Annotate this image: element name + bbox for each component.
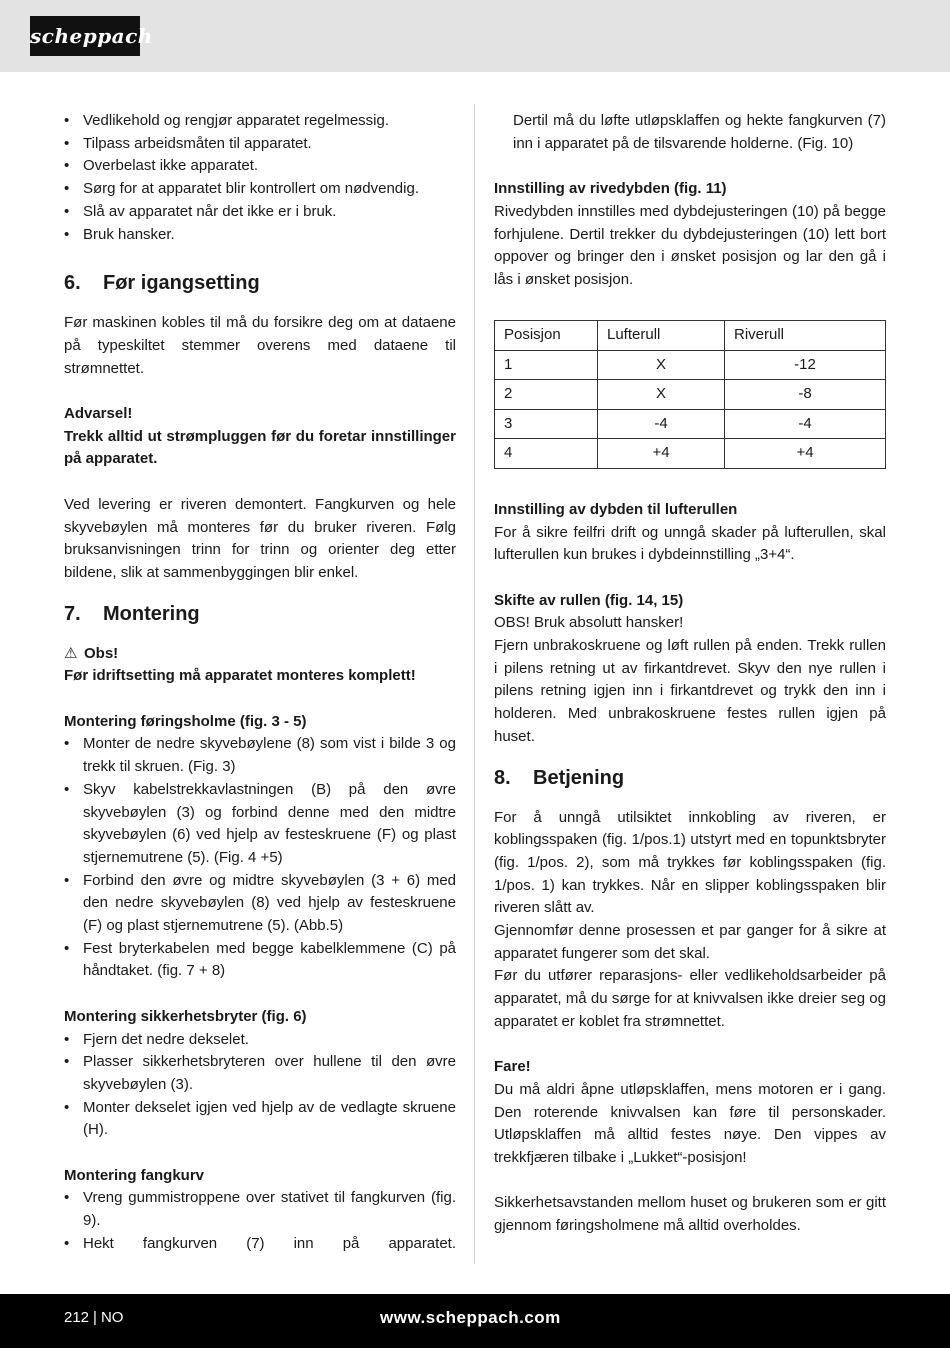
left-column	[64, 110, 456, 1256]
list-item: • Plasser sikkerhetsbryteren over hullene til den øvre skyvebøylen (3).	[64, 1051, 456, 1096]
right-column	[494, 110, 886, 1238]
continued-text: Dertil må du løfte utløpsklaffen og hekte fangkurven (7) inn i apparatet på de tilsvarende holderne. (Fig. 10)	[513, 112, 886, 152]
table-cell: +4	[725, 439, 886, 469]
section-title: Montering	[103, 602, 200, 625]
section-title: Før igangsetting	[103, 272, 260, 295]
operation-paragraph: Gjennomfør denne prosessen et par ganger for å sikre at apparatet fungerer som det skal.	[494, 922, 886, 962]
subsection-title: Montering fangkurv	[64, 1166, 205, 1184]
bullet-list	[64, 1187, 456, 1255]
subsection-title: Montering føringsholme (fig. 3 - 5)	[64, 712, 307, 730]
subsection-title: Innstilling av rivedybden (fig. 11)	[494, 180, 727, 198]
position-table	[494, 320, 886, 469]
website-link[interactable]: www.scheppach.com	[380, 1308, 561, 1327]
obs-notice	[64, 643, 456, 666]
list-item: • Slå av apparatet når det ikke er i bruk.	[64, 201, 456, 224]
section-number: 6.	[64, 272, 81, 295]
subsection-title: Innstilling av dybden til lufterullen	[494, 500, 738, 518]
table-cell: 3	[495, 409, 598, 439]
table-cell: X	[598, 380, 725, 410]
page-number: 212	[64, 1309, 90, 1326]
roller-paragraph: Fjern unbrakoskruene og løft rullen på enden. Trekk rullen i pilens retning ut av firkantdrevet. Skyv den nye rullen i pilens retning igjen inn i firkantdrevet og trykk den inn i holderen. Med unbrakoskruene festes rullen igjen på huset.	[494, 637, 886, 745]
table-cell: -12	[725, 350, 886, 380]
section-number: 8.	[494, 766, 511, 789]
list-item: • Sørg for at apparatet blir kontrollert om nødvendig.	[64, 178, 456, 201]
obs-text: Før idriftsetting må apparatet monteres komplett!	[64, 667, 416, 685]
warning-title: Advarsel!	[64, 405, 133, 423]
table-cell: 2	[495, 380, 598, 410]
table-cell: 1	[495, 350, 598, 380]
list-item: • Skyv kabelstrekkavlastningen (B) på den øvre skyvebøylen (3) og forbind denne med den midtre skyvebøylen (6) ved hjelp av festeskruene (F) og plast stjernemutrene (5). (Fig. 4 +5)	[64, 779, 456, 870]
operation-paragraph: For å unngå utilsiktet innkobling av riveren, er koblingsspaken (fig. 1/pos.1) utstyrt med en topunktsbryter (fig. 1/pos. 2), som må trykkes før koblingsspaken (fig. 1/pos. 1) kan trykkes. Når en slipper koblingsspaken blir riveren slått av.	[494, 808, 886, 917]
section-6-heading	[64, 260, 456, 312]
table-header-cell: Riverull	[725, 321, 886, 351]
table-header-row	[495, 321, 886, 351]
brand-logo: scheppach	[30, 16, 140, 56]
table-cell: -4	[598, 409, 725, 439]
subsection-title: Skifte av rullen (fig. 14, 15)	[494, 591, 684, 609]
column-divider	[474, 104, 475, 1264]
bullet-list	[64, 1029, 456, 1143]
obs-label: Obs!	[84, 644, 119, 662]
page-info	[64, 1294, 123, 1342]
list-item: • Fjern det nedre dekselet.	[64, 1029, 456, 1052]
page-footer	[0, 1294, 950, 1348]
list-item: • Hekt fangkurven (7) inn på apparatet.	[64, 1233, 456, 1256]
language-code: NO	[100, 1309, 124, 1326]
list-item: • Vedlikehold og rengjør apparatet regelmessig.	[64, 110, 456, 133]
section-8-heading	[494, 755, 886, 807]
roller-obs: OBS! Bruk absolutt hansker!	[494, 614, 684, 632]
table-cell: -4	[725, 409, 886, 439]
list-item: • Fest bryterkabelen med begge kabelklemmene (C) på håndtaket. (fig. 7 + 8)	[64, 938, 456, 983]
bullet-list	[64, 733, 456, 983]
danger-text: Du må aldri åpne utløpsklaffen, mens motoren er i gang. Den roterende knivvalsen kan føre til personskader. Utløpsklaffen må alltid festes nøye. Den vippes av trekkfjæren tilbake i „Lukket“-posisjon!	[494, 1080, 886, 1167]
danger-title: Fare!	[494, 1058, 531, 1076]
section-number: 7.	[64, 602, 81, 625]
table-cell: -8	[725, 380, 886, 410]
delivery-paragraph: Ved levering er riveren demontert. Fangkurven og hele skyvebøylen må monteres før du bruker riveren. Følg bruksanvisningen trinn for trinn og orienter deg etter bildene, slik at sammenbyggingen blir enkel.	[64, 495, 456, 581]
operation-paragraph: Før du utfører reparasjons- eller vedlikeholdsarbeider på apparatet, må du sørge for at knivvalsen ikke dreier seg og apparatet er koblet fra strømnettet.	[494, 967, 886, 1030]
table-header-cell: Lufterull	[598, 321, 725, 351]
table-cell: +4	[598, 439, 725, 469]
warning-triangle-icon: ⚠	[64, 644, 78, 662]
list-item: • Forbind den øvre og midtre skyvebøylen (3 + 6) med den nedre skyvebøylen (8) ved hjelp av festeskruene (F) og plast stjernemutrene (5). (Abb.5)	[64, 870, 456, 938]
table-header-cell: Posisjon	[495, 321, 598, 351]
section-title: Betjening	[533, 766, 625, 789]
list-item: • Vreng gummistroppene over stativet til fangkurven (fig. 9).	[64, 1187, 456, 1232]
table-row	[495, 380, 886, 410]
list-item: • Bruk hansker.	[64, 224, 456, 247]
section-7-heading	[64, 591, 456, 643]
list-item: • Monter dekselet igjen ved hjelp av de vedlagte skruene (H).	[64, 1097, 456, 1142]
aerator-paragraph: For å sikre feilfri drift og unngå skader på lufterullen, skal lufterullen kun brukes i dybdeinnstilling „3+4“.	[494, 523, 886, 564]
subsection-title: Montering sikkerhetsbryter (fig. 6)	[64, 1007, 307, 1025]
safety-distance-paragraph: Sikkerhetsavstanden mellom huset og brukeren som er gitt gjennom føringsholmene må alltid overholdes.	[494, 1194, 886, 1235]
table-cell: 4	[495, 439, 598, 469]
warning-text: Trekk alltid ut strømpluggen før du foretar innstillinger på apparatet.	[64, 427, 456, 468]
page-separator: |	[93, 1309, 97, 1326]
list-item: • Overbelast ikke apparatet.	[64, 155, 456, 178]
list-item: • Monter de nedre skyvebøylene (8) som vist i bilde 3 og trekk til skruen. (Fig. 3)	[64, 733, 456, 778]
table-row	[495, 409, 886, 439]
page-header	[0, 0, 950, 72]
table-row	[495, 350, 886, 380]
intro-bullet-list	[64, 110, 456, 246]
table-row	[495, 439, 886, 469]
table-cell: X	[598, 350, 725, 380]
section-6-paragraph: Før maskinen kobles til må du forsikre deg om at dataene på typeskiltet stemmer overens med dataene til strømnettet.	[64, 314, 456, 377]
list-item: • Tilpass arbeidsmåten til apparatet.	[64, 133, 456, 156]
depth-paragraph: Rivedybden innstilles med dybdejusteringen (10) på begge forhjulene. Dertil trekker du dybdejusteringen (10) lett bort oppover og bringer den i ønsket posisjon og lar den gå i lås i ønsket posisjon.	[494, 202, 886, 288]
